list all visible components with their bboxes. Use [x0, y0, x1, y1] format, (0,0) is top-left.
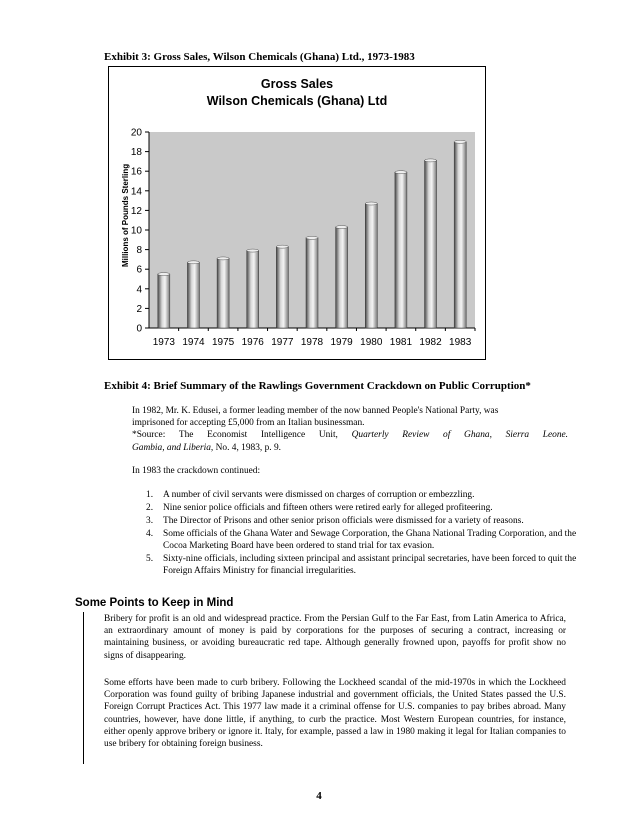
y-tick-label: 0 — [136, 323, 142, 335]
intro-line-1: In 1982, Mr. K. Edusei, a former leading member of the now banned People's National Party, was — [132, 406, 499, 416]
list-number: 3. — [146, 516, 154, 526]
bar — [395, 172, 407, 328]
chart-subtitle: Wilson Chemicals (Ghana) Ltd — [206, 94, 388, 108]
source-line — [132, 429, 568, 441]
chart-y-axis-label: Millions of Pounds Sterling — [121, 163, 130, 267]
bar-cap — [454, 140, 466, 143]
margin-rule — [83, 612, 84, 764]
list-text: Some officials of the Ghana Water and Sewage Corporation, the Ghana National Trading Corporation, and the Cocoa Marketing Board have been ordered to stand trial for tax evasion. — [163, 529, 577, 552]
bar — [306, 238, 318, 328]
y-tick-label: 20 — [130, 127, 142, 139]
section-heading: Some Points to Keep in Mind — [75, 597, 234, 609]
x-tick-label: 1978 — [300, 337, 324, 348]
y-tick-label: 8 — [136, 245, 142, 257]
list-number: 4. — [146, 529, 154, 539]
source-suffix: No. 4, 1983, p. 9. — [213, 442, 281, 453]
source-line-2 — [132, 442, 568, 454]
chart-plot — [109, 67, 485, 359]
gross-sales-chart — [108, 66, 486, 360]
x-tick-label: 1974 — [182, 337, 205, 348]
exhibit-3-title: Exhibit 3: Gross Sales, Wilson Chemicals (Ghana) Ltd., 1973-1983 — [104, 51, 415, 63]
y-tick-label: 10 — [130, 225, 142, 237]
bar — [454, 142, 466, 328]
x-tick-label: 1973 — [152, 337, 175, 348]
y-tick-label: 16 — [130, 166, 142, 178]
y-tick-label: 6 — [136, 264, 142, 276]
bar — [425, 160, 437, 328]
exhibit-4-intro — [132, 405, 568, 477]
x-tick-label: 1980 — [360, 337, 383, 348]
bar — [187, 262, 199, 328]
bar-cap — [336, 226, 348, 229]
x-tick-label: 1977 — [271, 337, 294, 348]
y-tick-label: 18 — [130, 147, 142, 159]
bar — [217, 258, 229, 328]
source-italic: Quarterly Review of Ghana, Sierra Leone. — [351, 430, 569, 441]
x-tick-label: 1975 — [211, 337, 235, 348]
x-tick-label: 1983 — [449, 337, 472, 348]
y-tick-label: 4 — [136, 284, 142, 296]
bar-cap — [247, 249, 259, 252]
x-tick-label: 1981 — [389, 337, 413, 348]
page-number: 4 — [316, 790, 322, 802]
list-number: 5. — [146, 554, 154, 564]
source-italic-2: Gambia, and Liberia, — [132, 442, 214, 453]
bar — [158, 274, 170, 328]
crackdown-list — [146, 489, 586, 589]
points-paragraph-2: Some efforts have been made to curb bribery. Following the Lockheed scandal of the mid-1970s in which the Lockheed Corporation was found guilty of bribing Japanese industrial and government officials, the United States passed the U.S. Foreign Corrupt Practices Act. This 1977 law made it a criminal offense for U.S. companies to pay bribes abroad. Many countries, however, have done little, if anything, to curb the practice. Most Western European countries, for instance, either openly approve bribery or ignore it. Italy, for example, passed a law in 1980 making it legal for Italian companies to use bribery for obtaining foreign business. — [104, 678, 566, 750]
bar-cap — [217, 257, 229, 260]
y-tick-label: 2 — [136, 303, 142, 315]
list-text: The Director of Prisons and other senior prison officials were dismissed for a variety of reasons. — [163, 516, 524, 526]
y-tick-label: 14 — [130, 186, 142, 198]
list-text: A number of civil servants were dismissed on charges of corruption or embezzling. — [163, 490, 475, 500]
x-tick-label: 1982 — [419, 337, 442, 348]
points-paragraph-1: Bribery for profit is an old and widespread practice. From the Persian Gulf to the Far East, from Latin America to Africa, an extraordinary amount of money is paid by corporations for the purposes of securing a contract, increasing or maintaining business, or avoiding bureaucratic red tape. Although generally frowned upon, payoffs for profit show no signs of disappearing. — [104, 614, 566, 661]
intro-line-2: imprisoned for accepting £5,000 from an Italian businessman. — [132, 418, 365, 429]
bar-cap — [187, 261, 199, 264]
bar — [276, 247, 288, 328]
x-tick-label: 1976 — [241, 337, 264, 348]
list-number: 1. — [146, 490, 154, 500]
bar — [336, 227, 348, 328]
bar-cap — [158, 273, 170, 276]
y-tick-label: 12 — [130, 205, 142, 217]
bar-cap — [425, 159, 437, 162]
bar-cap — [306, 236, 318, 239]
crackdown-continued: In 1983 the crackdown continued: — [132, 465, 261, 476]
exhibit-4-title: Exhibit 4: Brief Summary of the Rawlings Government Crackdown on Public Corruption* — [104, 380, 531, 392]
bar — [365, 204, 377, 328]
list-number: 2. — [146, 503, 154, 513]
chart-title: Gross Sales — [260, 77, 334, 91]
bar-cap — [365, 202, 377, 205]
list-text: Sixty-nine officials, including sixteen principal and assistant principal secretaries, have been forced to quit the Foreign Affairs Ministry for financial irregularities. — [163, 554, 577, 577]
bar — [247, 251, 259, 328]
bar-cap — [276, 245, 288, 248]
list-text: Nine senior police officials and fifteen others were retired early for alleged profiteering. — [163, 503, 493, 513]
source-prefix: *Source: The Economist Intelligence Unit, — [132, 430, 352, 441]
bar-cap — [395, 171, 407, 174]
x-tick-label: 1979 — [330, 337, 353, 348]
